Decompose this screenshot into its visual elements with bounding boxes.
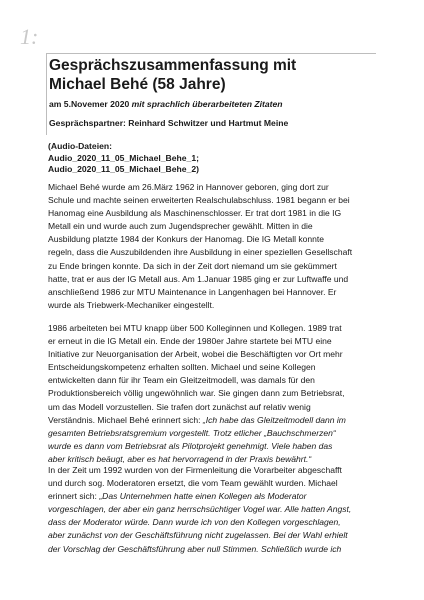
title-box	[46, 53, 376, 135]
text-line: um das Modell vorzustellen. Sie trafen dort zunächst auf relativ wenig	[48, 401, 311, 412]
text-line: wurde als Triebwerk-Mechaniker eingestellt.	[48, 299, 215, 310]
quote-line: gesamten Betriebsratsgremium vorgestellt. Trotz etlicher „Bauchschmerzen“	[48, 427, 336, 438]
page-number: 1:	[20, 24, 39, 49]
text-fragment: Verständnis. Michael Behé erinnert sich:	[48, 414, 203, 425]
text-line: und durch sog. Moderatoren ersetzt, die vom Team gewählt wurden. Michael	[48, 478, 338, 489]
audio-files-block	[48, 141, 378, 176]
date-line	[49, 99, 376, 110]
title-line-2: Michael Behé (58 Jahre)	[49, 76, 226, 93]
text-line: Initiative zur Neuorganisation der Arbeit, wobei die Beschäftigten vor Ort mehr	[48, 349, 343, 360]
document-title	[49, 56, 376, 94]
date-suffix: mit sprachlich überarbeiteten Zitaten	[131, 99, 283, 109]
text-line: Entscheidungskompetenz erhalten sollten. Michael und seine Kollegen	[48, 362, 316, 373]
audio-label: (Audio-Dateien:	[48, 141, 112, 151]
text-line: entwickelten dann für ihr Team ein Gleitzeitmodell, was damals für den	[48, 375, 315, 386]
text-fragment: erinnert sich:	[48, 491, 100, 502]
date-text: am 5.Novemer 2020	[49, 99, 130, 109]
text-line: Hanomag eine Ausbildung als Maschinenschlosser. Er trat dort 1981 in die IG	[48, 208, 342, 219]
text-line: zu Ende bringen konnte. Da sich in der Zeit dort niemand um sie gekümmert	[48, 260, 337, 271]
quote-line: vorgeschlagen, der aber ein ganz herrschsüchtiger Vogel war. Alle hatten Angst,	[48, 504, 352, 515]
quote-start: „Ich habe das Gleitzeitmodell dann im	[202, 414, 346, 425]
quote-line: der Vorschlag der Geschäftsführung aber null Stimmen. Schließlich wurde ich	[48, 543, 342, 554]
paragraph-2	[48, 322, 378, 466]
text-line: regeln, dass die Auszubildenden ihre Ausbildung in einer speziellen Gesellschaft	[48, 247, 353, 258]
text-line: er erneut in die IG Metall ein. Ende der 1980er Jahre startete bei MTU eine	[48, 336, 332, 347]
text-line: hatte, trat er aus der IG Metall aus. Am 1.Januar 1985 ging er zur Luftwaffe und	[48, 273, 349, 284]
text-line: 1986 arbeiteten bei MTU knapp über 500 Kolleginnen und Kollegen. 1989 trat	[48, 323, 342, 333]
quote-start: „Das Unternehmen hatte einen Kollegen als Moderator	[99, 491, 307, 502]
quote-line: dass der Moderator würde. Dann wurde ich von den Kollegen vorgeschlagen,	[48, 517, 341, 528]
paragraph-3	[48, 464, 378, 556]
text-line: In der Zeit um 1992 wurden von der Firmenleitung die Vorarbeiter abgeschafft	[48, 465, 342, 475]
text-line: Metall ein und wurde auch zum Jugendsprecher gewählt. Mitten in die	[48, 221, 313, 232]
text-line: Ausbildung platzte 1984 der Konkurs der Hanomag. Die IG Metall konnte	[48, 234, 325, 245]
text-line	[48, 414, 378, 427]
paragraph-1	[48, 181, 378, 312]
interview-partners: Gesprächspartner: Reinhard Schwitzer und Hartmut Meine	[49, 118, 289, 128]
audio-file-1: Audio_2020_11_05_Michael_Behe_1;	[48, 152, 199, 163]
quote-line: aber zunächst von der Geschäftsführung nicht zugelassen. Bei der Wahl erhielt	[48, 530, 348, 541]
text-line: Schule und machte seinen erweiterten Realschulabschluss. 1981 begann er bei	[48, 195, 350, 206]
title-line-1: Gesprächszusammenfassung mit	[49, 57, 297, 74]
text-line: anschließend 1986 zur MTU Maintenance in Langenhagen bei Hannover. Er	[48, 286, 337, 297]
quote-line: wurde es dann vom Betriebsrat als Pilotprojekt genehmigt. Viele haben das	[48, 440, 333, 451]
audio-file-2: Audio_2020_11_05_Michael_Behe_2)	[48, 164, 199, 175]
text-line	[48, 490, 378, 503]
text-line: Michael Behé wurde am 26.März 1962 in Hannover geboren, ging dort zur	[48, 182, 329, 192]
text-line: Produktionsbereich völlig ungewöhnlich war. Sie gingen dann zum Betriebsrat,	[48, 388, 345, 399]
quote-line: aber kritisch beäugt, aber es hat hervorragend in der Praxis bewährt.“	[48, 453, 312, 464]
